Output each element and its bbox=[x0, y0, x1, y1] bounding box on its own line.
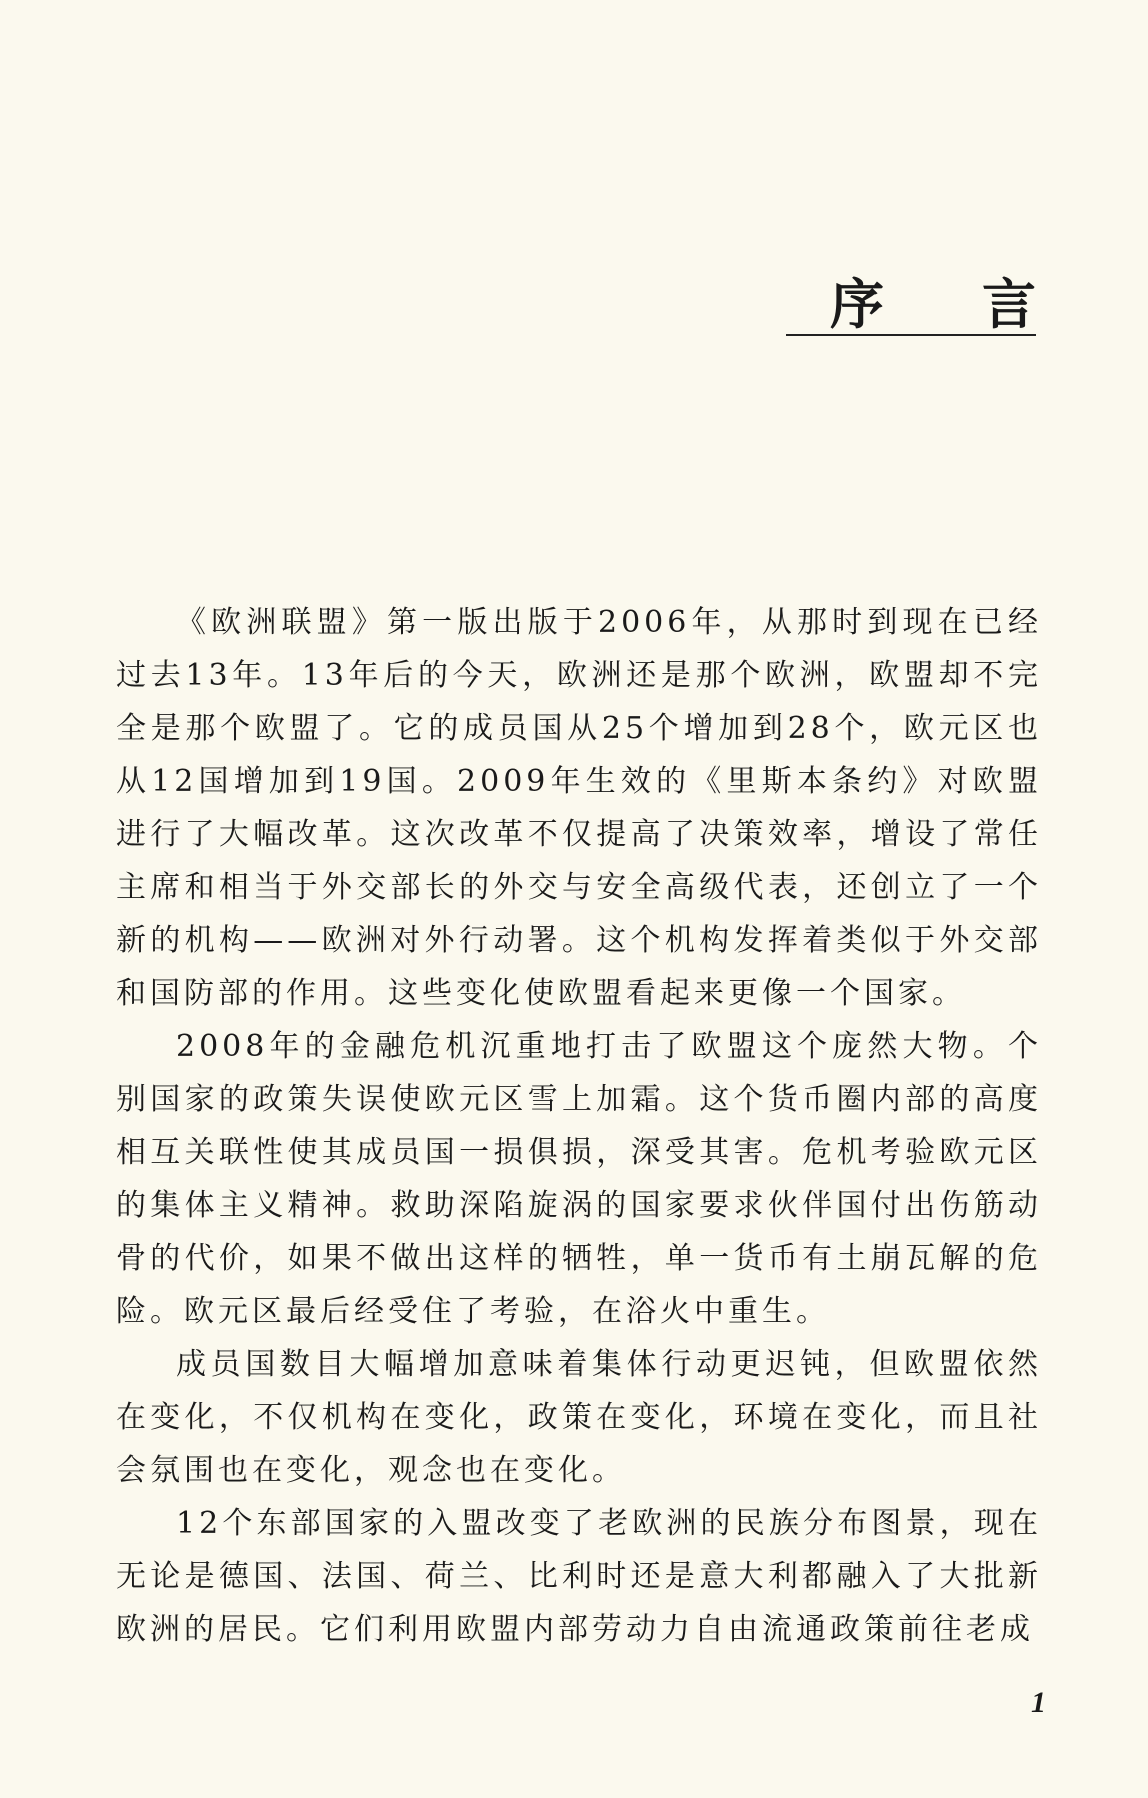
body-text bbox=[116, 596, 1042, 1656]
paragraph-2: 2008年的金融危机沉重地打击了欧盟这个庞然大物。个别国家的政策失误使欧元区雪上加霜。这个货币圈内部的高度相互关联性使其成员国一损俱损，深受其害。危机考验欧元区的集体主义精神。救助深陷旋涡的国家要求伙伴国付出伤筋动骨的代价，如果不做出这样的牺牲，单一货币有土崩瓦解的危险。欧元区最后经受住了考验，在浴火中重生。 bbox=[116, 1029, 1042, 1329]
chapter-heading bbox=[786, 268, 1036, 348]
paragraph-3: 成员国数目大幅增加意味着集体行动更迟钝，但欧盟依然在变化，不仅机构在变化，政策在变化，环境在变化，而且社会氛围也在变化，观念也在变化。 bbox=[116, 1347, 1042, 1488]
heading-underline bbox=[786, 334, 1036, 336]
paragraph-1: 《欧洲联盟》第一版出版于2006年，从那时到现在已经过去13年。13年后的今天，欧洲还是那个欧洲，欧盟却不完全是那个欧盟了。它的成员国从25个增加到28个，欧元区也从12国增加到19国。2009年生效的《里斯本条约》对欧盟进行了大幅改革。这次改革不仅提高了决策效率，增设了常任主席和相当于外交部长的外交与安全高级代表，还创立了一个新的机构——欧洲对外行动署。这个机构发挥着类似于外交部和国防部的作用。这些变化使欧盟看起来更像一个国家。 bbox=[116, 605, 1042, 1011]
heading-char-1: 序 bbox=[830, 272, 884, 336]
page-number: 1 bbox=[1031, 1686, 1046, 1719]
paragraph-4: 12个东部国家的入盟改变了老欧洲的民族分布图景，现在无论是德国、法国、荷兰、比利时还是意大利都融入了大批新欧洲的居民。它们利用欧盟内部劳动力自由流通政策前往老成 bbox=[116, 1506, 1042, 1647]
heading-char-2: 言 bbox=[982, 272, 1036, 336]
heading-title bbox=[786, 268, 1036, 340]
